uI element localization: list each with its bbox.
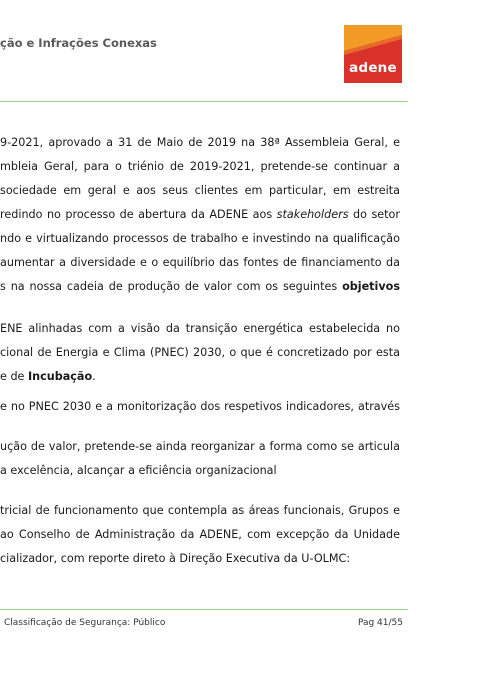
text-line: s na nossa cadeia de produção de valor com os seguintes objetivos: [0, 280, 400, 293]
text-line: 9-2021, aprovado a 31 de Maio de 2019 na 38ª Assembleia Geral, e: [0, 136, 400, 149]
text-line: a excelência, alcançar a eficiência organizacional: [0, 464, 277, 477]
footer-divider: [0, 609, 408, 610]
text-line: e de Incubação.: [0, 370, 96, 383]
logo-shape-icon: [344, 25, 402, 55]
stakeholders-term: stakeholders: [276, 208, 349, 221]
logo-wordmark: adene: [349, 60, 397, 76]
document-title: ção e Infrações Conexas: [0, 36, 157, 50]
adene-logo: [344, 25, 402, 83]
text-line: cional de Energia e Clima (PNEC) 2030, o que é concretizado por esta: [0, 346, 400, 359]
text-line: e no PNEC 2030 e a monitorização dos respetivos indicadores, através: [0, 400, 400, 413]
objetivos-term: objetivos: [342, 280, 400, 293]
text-line: ndo e virtualizando processos de trabalho e investindo na qualificação: [0, 232, 400, 245]
text-line: ao Conselho de Administração da ADENE, com excepção da Unidade: [0, 528, 400, 541]
text-line: aumentar a diversidade e o equilíbrio das fontes de financiamento da: [0, 256, 400, 269]
security-classification: Classificação de Segurança: Público: [4, 618, 166, 628]
page-number: Pag 41/55: [357, 618, 403, 628]
text-line: sociedade em geral e aos seus clientes em particular, em estreita: [0, 184, 400, 197]
text-line: cializador, com reporte direto à Direção Executiva da U-OLMC:: [0, 552, 351, 565]
text-line: redindo no processo de abertura da ADENE aos stakeholders do setor: [0, 208, 400, 221]
incubacao-term: Incubação: [27, 370, 93, 383]
header-divider: [0, 101, 408, 102]
text-line: ução de valor, pretende-se ainda reorganizar a forma como se articula: [0, 440, 400, 453]
text-line: mbleia Geral, para o triénio de 2019-2021, pretende-se continuar a: [0, 160, 400, 173]
text-line: ENE alinhadas com a visão da transição energética estabelecida no: [0, 322, 400, 335]
text-line: tricial de funcionamento que contempla as áreas funcionais, Grupos e: [0, 504, 400, 517]
